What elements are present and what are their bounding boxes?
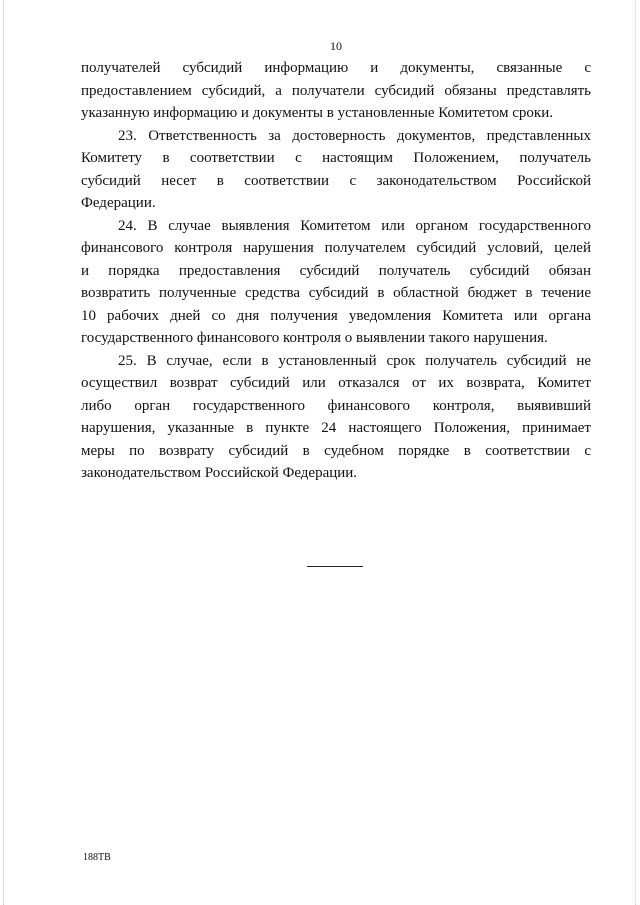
text-line: Комитету в соответствии с настоящим Положением, получатель	[81, 150, 591, 166]
paragraph-24	[81, 215, 591, 350]
end-separator-line	[307, 566, 363, 567]
text-line: указанную информацию и документы в установленные Комитетом сроки.	[81, 105, 553, 121]
text-line: финансового контроля нарушения получателем субсидий условий, целей	[81, 240, 591, 256]
text-line: 24. В случае выявления Комитетом или органом государственного	[118, 217, 591, 234]
text-line: Федерации.	[81, 195, 156, 211]
footer-document-code: 188ТВ	[83, 852, 111, 863]
scan-edge-right	[635, 0, 636, 905]
text-line: меры по возврату субсидий в судебном порядке в соответствии с	[81, 442, 591, 459]
paragraph-23	[81, 125, 591, 215]
text-line: предоставлением субсидий, а получатели субсидий обязаны представлять	[81, 82, 591, 99]
text-line: 23. Ответственность за достоверность документов, представленных	[118, 127, 591, 144]
paragraph-25	[81, 350, 591, 485]
text-line: либо орган государственного финансового контроля, выявивший	[81, 397, 591, 414]
text-line: 25. В случае, если в установленный срок получатель субсидий не	[118, 352, 591, 369]
text-line: государственного финансового контроля о выявлении такого нарушения.	[81, 330, 548, 346]
scan-edge-left	[3, 0, 4, 905]
document-body	[81, 57, 591, 485]
text-line: возвратить полученные средства субсидий в областной бюджет в течение	[81, 285, 591, 301]
text-line: и порядка предоставления субсидий получатель субсидий обязан	[81, 262, 591, 279]
text-line: нарушения, указанные в пункте 24 настоящего Положения, принимает	[81, 420, 591, 436]
page-number: 10	[330, 39, 342, 53]
text-line: получателей субсидий информацию и документы, связанные с	[81, 60, 591, 76]
text-line: субсидий несет в соответствии с законодательством Российской	[81, 172, 591, 189]
text-line: 10 рабочих дней со дня получения уведомления Комитета или органа	[81, 307, 591, 324]
text-line: законодательством Российской Федерации.	[81, 465, 358, 481]
paragraph-continuation	[81, 57, 591, 125]
text-line: осуществил возврат субсидий или отказался от их возврата, Комитет	[81, 375, 591, 391]
